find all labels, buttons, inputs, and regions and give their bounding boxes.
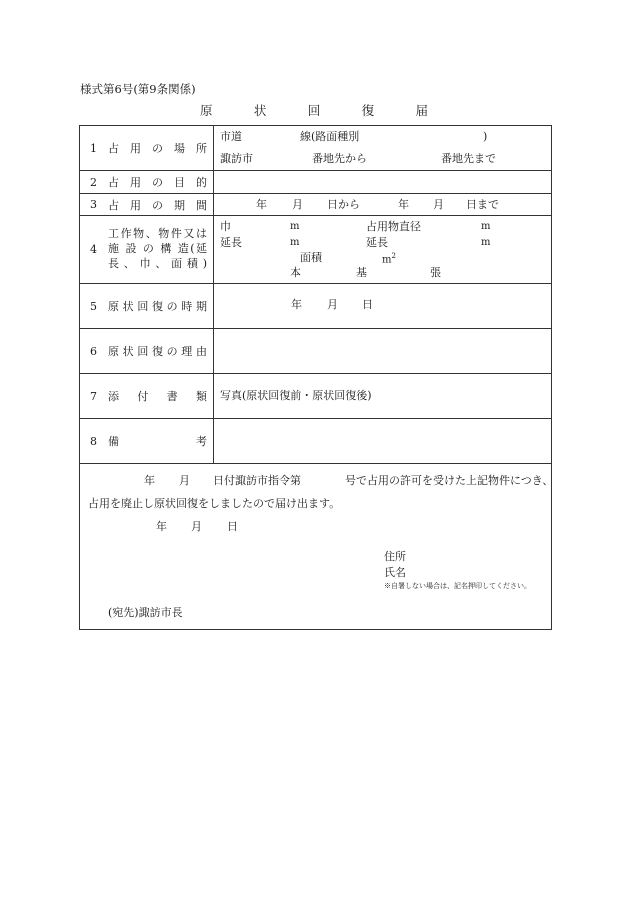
row-purpose-label [80,171,213,193]
signature-note: ※自署しない場合は、記名押印してください。 [384,582,531,590]
row-number: 2 [90,175,97,189]
city-label: 諏訪市 [220,152,253,165]
submission-month: 月 [191,520,202,533]
title-char: 復 [361,103,375,118]
label-char: 間 [196,198,207,212]
label-char: 回 [137,345,149,358]
length-unit: m [290,237,300,248]
applicant-address-label: 住所 [384,550,406,563]
width-unit: m [290,221,300,232]
label-char: 所 [196,142,207,155]
applicant-name-label: 氏名 [384,566,406,579]
label-char: 状 [122,300,134,313]
area-unit-exponent: 2 [391,252,396,260]
to-day: 日まで [466,198,499,211]
row-restore-time-label [80,284,213,328]
form-number: 様式第6号(第9条関係) [80,82,196,96]
row-structure-label [80,216,213,283]
row-divider [79,463,552,464]
document-title [200,101,428,119]
label-char: 考 [196,435,207,448]
row-number: 6 [90,344,97,358]
label-char: 由 [195,345,207,358]
count-unit-ki: 基 [356,266,367,279]
row-place-label [80,126,213,170]
label-char: 用 [130,176,141,189]
label-char: 回 [137,300,149,313]
label-char: 理 [181,345,193,358]
closing-paren: ) [483,130,488,143]
to-year: 年 [398,198,409,211]
label-line: 施 設 の 構 造(延 [108,242,207,256]
label-char: 添 [108,390,119,403]
label-char: の [152,142,163,155]
row-number: 7 [90,389,97,403]
diameter-label: 占用物直径 [366,220,421,233]
attachments-value: 写真(原状回復前・原状回復後) [220,389,372,402]
label-char: 用 [130,198,141,212]
statement-month: 月 [179,474,190,487]
label-char: 場 [174,142,185,155]
column-divider [213,125,214,463]
row-restore-reason-label [80,329,213,373]
label-char: 付 [137,390,149,403]
label-char: 復 [151,345,163,358]
length2-label: 延長 [366,236,388,249]
label-char: 期 [174,198,185,212]
count-unit-hon: 本 [290,266,301,279]
length-label: 延長 [220,236,242,249]
row-number: 8 [90,434,97,448]
count-unit-cho: 張 [430,266,441,279]
area-unit: $m^2$ [382,252,396,266]
title-char: 状 [253,103,267,118]
row-number: 1 [90,141,97,155]
label-char: 目 [174,176,185,189]
title-char: 届 [415,103,428,118]
label-line: 工作物、物件又は [108,227,207,241]
label-char: の [152,198,163,212]
label-line: 長、巾、面積) [108,256,207,270]
row-remarks-label [80,419,213,463]
diameter-unit: m [481,221,491,232]
label-char: 用 [130,142,141,155]
label-char: 期 [195,300,207,313]
addressee: (宛先)諏訪市長 [108,606,183,619]
road-surface-type-label: 線(路面種別 [300,130,360,143]
title-char: 回 [307,103,321,118]
label-char: 時 [181,300,193,313]
label-char: 原 [108,345,119,358]
label-char: 原 [108,300,119,313]
from-day: 日から [327,198,360,211]
row-number: 5 [90,299,97,313]
address-to-label: 番地先まで [441,152,496,165]
statement-year: 年 [144,474,155,487]
label-char: 書 [166,390,178,403]
label-char: 復 [151,300,163,313]
to-month: 月 [433,198,444,211]
restore-day: 日 [362,298,373,311]
statement-permission: 号で占用の許可を受けた上記物件につき、 [345,474,554,487]
label-char: 備 [108,435,119,448]
title-char: 原 [200,103,213,118]
from-year: 年 [256,198,267,211]
label-char: の [166,345,178,358]
submission-day: 日 [227,520,238,533]
row-number: 4 [90,243,97,256]
restore-month: 月 [327,298,338,311]
row-attachments-label [80,374,213,418]
row-number: 3 [90,198,97,211]
length2-unit: m [481,237,491,248]
road-name-label: 市道 [220,130,242,143]
label-char: 占 [108,198,119,212]
width-label: 巾 [220,220,231,233]
area-label: 面積 [300,251,322,264]
label-char: 占 [108,176,119,189]
address-from-label: 番地先から [312,152,367,165]
statement-directive: 日付諏訪市指令第 [213,474,301,487]
submission-year: 年 [156,520,167,533]
label-char: 占 [108,142,119,155]
label-char: の [152,176,163,189]
from-month: 月 [292,198,303,211]
label-char: 的 [196,176,207,189]
row-period-label [80,194,213,215]
label-char: の [166,300,178,313]
statement-line2: 占用を廃止し原状回復をしましたので届け出ます。 [88,497,341,510]
label-char: 状 [122,345,134,358]
restore-year: 年 [291,298,302,311]
label-char: 類 [195,390,207,403]
